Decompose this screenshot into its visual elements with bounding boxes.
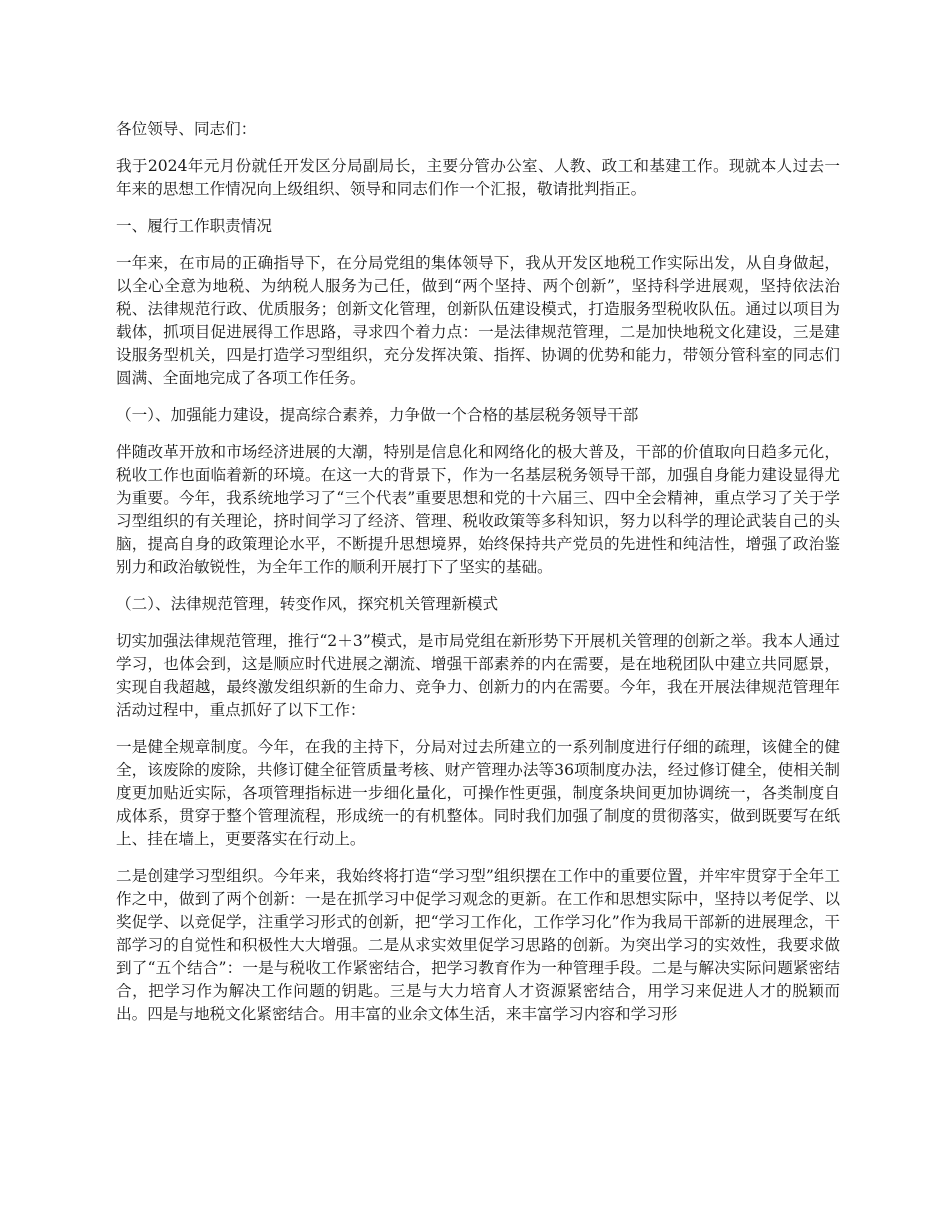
subsection-2-paragraph: 切实加强法律规范管理，推行“2＋3”模式，是市局党组在新形势下开展机关管理的创新之举。我本人通过学习，也体会到，这是顺应时代进展之潮流、增强干部素养的内在需要，是在地税团队中建立共同愿景，实现自我超越，最终激发组织新的生命力、竞争力、创新力的内在需要。今年，我在开展法律规范管理年活动过程中，重点抓好了以下工作： xyxy=(116,632,840,719)
subsection-heading-2: （二）、法律规范管理，转变作风，探究机关管理新模式 xyxy=(116,595,499,613)
section-1-paragraph: 一年来，在市局的正确指导下，在分局党组的集体领导下，我从开发区地税工作实际出发，从自身做起，以全心全意为地税、为纳税人服务为己任，做到“两个坚持、两个创新”，坚持科学进展观，坚持依法治税、法律规范行政、优质服务；创新文化管理，创新队伍建设模式，打造服务型税收队伍。通过以项目为载体，抓项目促进展得工作思路，寻求四个着力点：一是法律规范管理，二是加快地税文化建设，三是建设服务型机关，四是打造学习型组织，充分发挥决策、指挥、协调的优势和能力，带领分管科室的同志们圆满、全面地完成了各项工作任务。 xyxy=(116,254,840,387)
document-page xyxy=(116,118,840,1040)
section-heading-1: 一、履行工作职责情况 xyxy=(116,217,272,235)
item-2-paragraph: 二是创建学习型组织。今年来，我始终将打造“学习型”组织摆在工作中的重要位置，并牢牢贯穿于全年工作之中，做到了两个创新：一是在抓学习中促学习观念的更新。在工作和思想实际中，坚持以考促学、以奖促学、以竞促学，注重学习形式的创新，把“学习工作化，工作学习化”作为我局干部新的进展理念，干部学习的自觉性和积极性大大增强。二是从求实效里促学习思路的创新。为突出学习的实效性，我要求做到了“五个结合”：一是与税收工作紧密结合，把学习教育作为一种管理手段。二是与解决实际问题紧密结合，把学习作为解决工作问题的钥匙。三是与大力培育人才资源紧密结合，用学习来促进人才的脱颖而出。四是与地税文化紧密结合。用丰富的业余文体生活，来丰富学习内容和学习形 xyxy=(116,867,840,1023)
item-1-paragraph: 一是健全规章制度。今年，在我的主持下，分局对过去所建立的一系列制度进行仔细的疏理，该健全的健全，该废除的废除，共修订健全征管质量考核、财产管理办法等36项制度办法，经过修订健全，使相关制度更加贴近实际，各项管理指标进一步细化量化，可操作性更强，制度条块间更加协调统一，各类制度自成体系，贯穿于整个管理流程，形成统一的有机整体。同时我们加强了制度的贯彻落实，做到既要写在纸上、挂在墙上，更要落实在行动上。 xyxy=(116,738,840,848)
subsection-heading-1: （一）、加强能力建设，提高综合素养，力争做一个合格的基层税务领导干部 xyxy=(116,406,639,424)
intro-paragraph: 我于2024年元月份就任开发区分局副局长，主要分管办公室、人教、政工和基建工作。现就本人过去一年来的思想工作情况向上级组织、领导和同志们作一个汇报，敬请批判指正。 xyxy=(116,157,840,198)
greeting: 各位领导、同志们： xyxy=(116,120,257,138)
subsection-1-paragraph: 伴随改革开放和市场经济进展的大潮，特别是信息化和网络化的极大普及，干部的价值取向日趋多元化，税收工作也面临着新的环境。在这一大的背景下，作为一名基层税务领导干部，加强自身能力建设显得尤为重要。今年，我系统地学习了“三个代表”重要思想和党的十六届三、四中全会精神，重点学习了关于学习型组织的有关理论，挤时间学习了经济、管理、税收政策等多科知识，努力以科学的理论武装自己的头脑，提高自身的政策理论水平，不断提升思想境界，始终保持共产党员的先进性和纯洁性，增强了政治鉴别力和政治敏锐性，为全年工作的顺利开展打下了坚实的基础。 xyxy=(116,443,840,576)
